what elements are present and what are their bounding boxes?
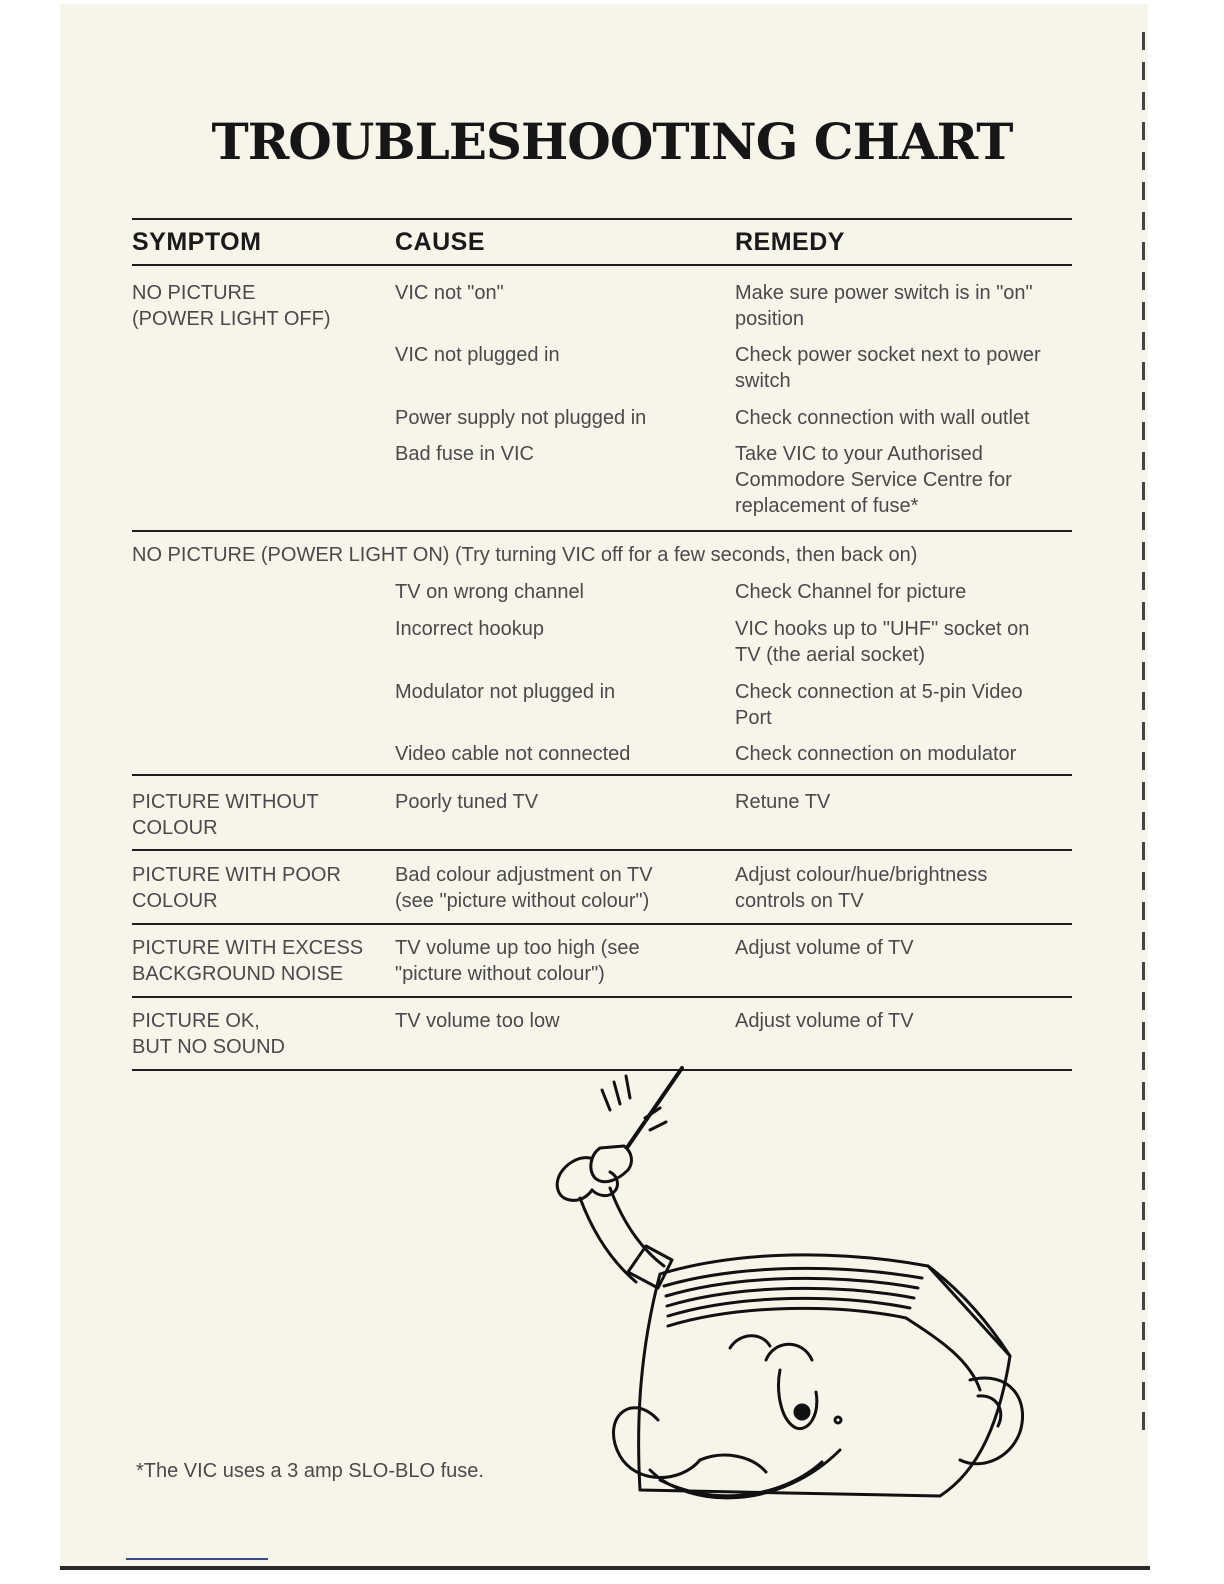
cause-cell: Modulator not plugged in [395, 681, 616, 703]
tv-mascot-illustration [540, 1060, 1040, 1500]
remedy-cell: Retune TV [735, 791, 831, 813]
section-divider [132, 849, 1072, 851]
symptom-cell: PICTURE OK, BUT NO SOUND [132, 1010, 285, 1058]
page-edge-perforation [1142, 32, 1145, 1432]
symptom-cell: NO PICTURE (POWER LIGHT OFF) [132, 282, 331, 330]
remedy-cell: VIC hooks up to "UHF" socket on TV (the aerial socket) [735, 618, 1030, 666]
cause-cell: Bad colour adjustment on TV (see "picture without colour") [395, 864, 653, 912]
cause-cell: Power supply not plugged in [395, 407, 647, 429]
section-divider [132, 923, 1072, 925]
page-title: TROUBLESHOOTING CHART [211, 112, 1013, 171]
remedy-cell: Adjust colour/hue/brightness controls on TV [735, 864, 988, 912]
cause-cell: Bad fuse in VIC [395, 443, 534, 465]
remedy-cell: Make sure power switch is in "on" position [735, 282, 1033, 330]
cause-cell: Video cable not connected [395, 743, 631, 765]
cause-cell: TV volume too low [395, 1010, 560, 1032]
remedy-cell: Check connection at 5-pin Video Port [735, 681, 1023, 729]
remedy-cell: Adjust volume of TV [735, 1010, 914, 1032]
symptom-header: SYMPTOM [132, 228, 262, 256]
remedy-cell: Check connection on modulator [735, 743, 1017, 765]
remedy-header: REMEDY [735, 228, 845, 256]
cause-cell: Poorly tuned TV [395, 791, 539, 813]
remedy-cell: Take VIC to your Authorised Commodore Service Centre for replacement of fuse* [735, 443, 1012, 517]
cause-cell: Incorrect hookup [395, 618, 544, 640]
bottom-tab-mark [126, 1558, 268, 1560]
remedy-cell: Check connection with wall outlet [735, 407, 1030, 429]
section-divider [132, 530, 1072, 532]
cause-header: CAUSE [395, 228, 486, 256]
footnote: *The VIC uses a 3 amp SLO-BLO fuse. [136, 1460, 484, 1482]
header-top-rule [132, 218, 1072, 220]
symptom-cell: PICTURE WITH POOR COLOUR [132, 864, 341, 912]
section-divider [132, 996, 1072, 998]
remedy-cell: Check Channel for picture [735, 581, 967, 603]
section-divider [132, 774, 1072, 776]
cause-cell: TV on wrong channel [395, 581, 585, 603]
cause-cell: VIC not "on" [395, 282, 504, 304]
bottom-rule [60, 1566, 1150, 1570]
symptom-cell: PICTURE WITH EXCESS BACKGROUND NOISE [132, 937, 364, 985]
section-heading: NO PICTURE (POWER LIGHT ON) (Try turning VIC off for a few seconds, then back on) [132, 544, 918, 566]
remedy-cell: Adjust volume of TV [735, 937, 914, 959]
header-bottom-rule [132, 264, 1072, 266]
cause-cell: VIC not plugged in [395, 344, 560, 366]
symptom-cell: PICTURE WITHOUT COLOUR [132, 791, 319, 839]
cause-cell: TV volume up too high (see "picture without colour") [395, 937, 640, 985]
remedy-cell: Check power socket next to power switch [735, 344, 1041, 392]
